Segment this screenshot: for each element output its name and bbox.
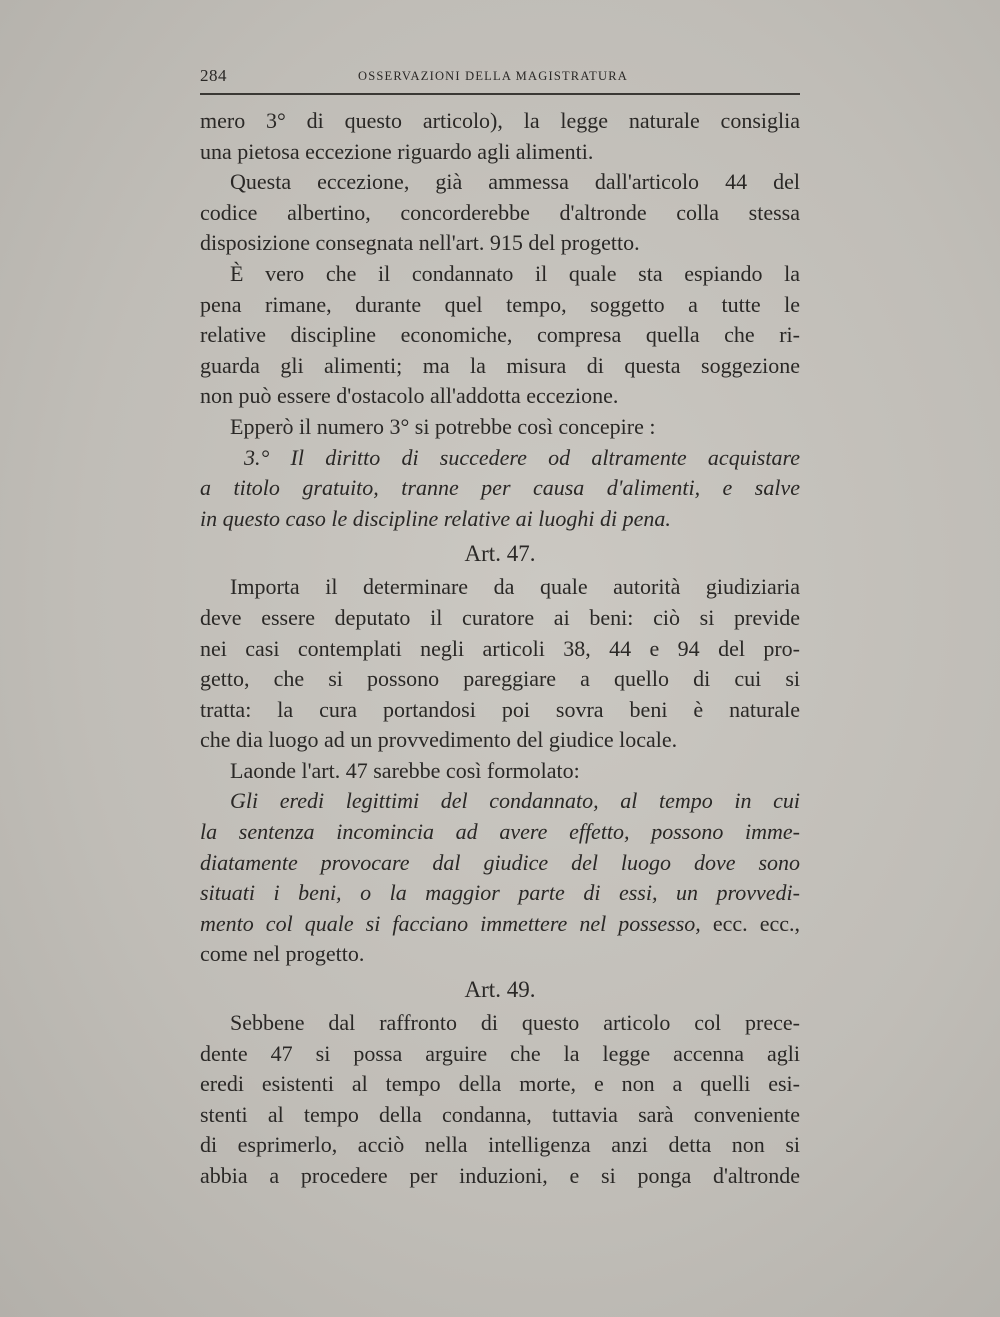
text-line: pena rimane, durante quel tempo, soggetto a tutte le: [200, 291, 800, 317]
text-line: eredi esistenti al tempo della morte, e non a quelli esi-: [200, 1071, 800, 1097]
proposal-line: situati i beni, o la maggior parte di essi, un provvedi-: [200, 880, 800, 906]
text-line: Importa il determinare da quale autorità giudiziaria: [230, 574, 800, 600]
text-line: tratta: la cura portandosi poi sovra beni è naturale: [200, 696, 800, 722]
header-rule: [200, 93, 800, 95]
text-line: codice albertino, concorderebbe d'altronde colla stessa: [200, 199, 800, 225]
text-line: mero 3° di questo articolo), la legge naturale consiglia: [200, 108, 800, 133]
article-heading: Art. 49.: [464, 977, 536, 1003]
text-line: Sebbene dal raffronto di questo articolo col prece-: [230, 1010, 800, 1036]
text-line: Epperò il numero 3° si potrebbe così concepire :: [230, 413, 656, 439]
text-line: Questa eccezione, già ammessa dall'articolo 44 del: [230, 169, 800, 195]
text-line: Laonde l'art. 47 sarebbe così formolato:: [230, 757, 580, 783]
proposal-italic-text: mento col quale si facciano immettere nel possesso,: [200, 910, 701, 936]
text-line: dente 47 si possa arguire che la legge accenna agli: [200, 1040, 800, 1066]
text-line: disposizione consegnata nell'art. 915 del progetto.: [200, 230, 640, 256]
proposal-line: Gli eredi legittimi del condannato, al tempo in cui: [230, 788, 800, 814]
proposal-tail: ecc. ecc.,: [712, 910, 800, 936]
text-line: una pietosa eccezione riguardo agli alimenti.: [200, 138, 594, 164]
text-line: nei casi contemplati negli articoli 38, 44 e 94 del pro-: [200, 635, 800, 661]
text-line: deve essere deputato il curatore ai beni: ciò si previde: [200, 604, 800, 630]
proposal-line: a titolo gratuito, tranne per causa d'alimenti, e salve: [200, 475, 800, 501]
text-line: di esprimerlo, acciò nella intelligenza anzi detta non si: [200, 1132, 800, 1158]
text-line: abbia a procedere per induzioni, e si ponga d'altronde: [200, 1163, 800, 1188]
running-title: OSSERVAZIONI DELLA MAGISTRATURA: [358, 69, 629, 83]
text-line: guarda gli alimenti; ma la misura di questa soggezione: [200, 352, 800, 378]
text-line: come nel progetto.: [200, 941, 365, 967]
text-line: che dia luogo ad un provvedimento del giudice locale.: [200, 727, 678, 753]
text-line: getto, che si possono pareggiare a quello di cui si: [200, 666, 800, 692]
proposal-line: la sentenza incomincia ad avere effetto, possono imme-: [200, 819, 800, 845]
body-text: [200, 106, 800, 1192]
text-line: non può essere d'ostacolo all'addotta eccezione.: [200, 383, 619, 409]
proposal-line: in questo caso le discipline relative ai luoghi di pena.: [200, 505, 671, 531]
article-heading: Art. 47.: [464, 541, 536, 567]
text-line: relative discipline economiche, compresa quella che ri-: [200, 322, 800, 348]
proposal-line: [200, 909, 800, 940]
page-number: 284: [200, 66, 227, 85]
text-line: stenti al tempo della condanna, tuttavia sarà conveniente: [200, 1101, 800, 1127]
text-line: È vero che il condannato il quale sta espiando la: [230, 260, 800, 286]
proposal-line: diatamente provocare dal giudice del luogo dove sono: [200, 849, 800, 875]
proposal-line: 3.° Il diritto di succedere od altramente acquistare: [244, 444, 800, 470]
page-header: [200, 66, 800, 90]
